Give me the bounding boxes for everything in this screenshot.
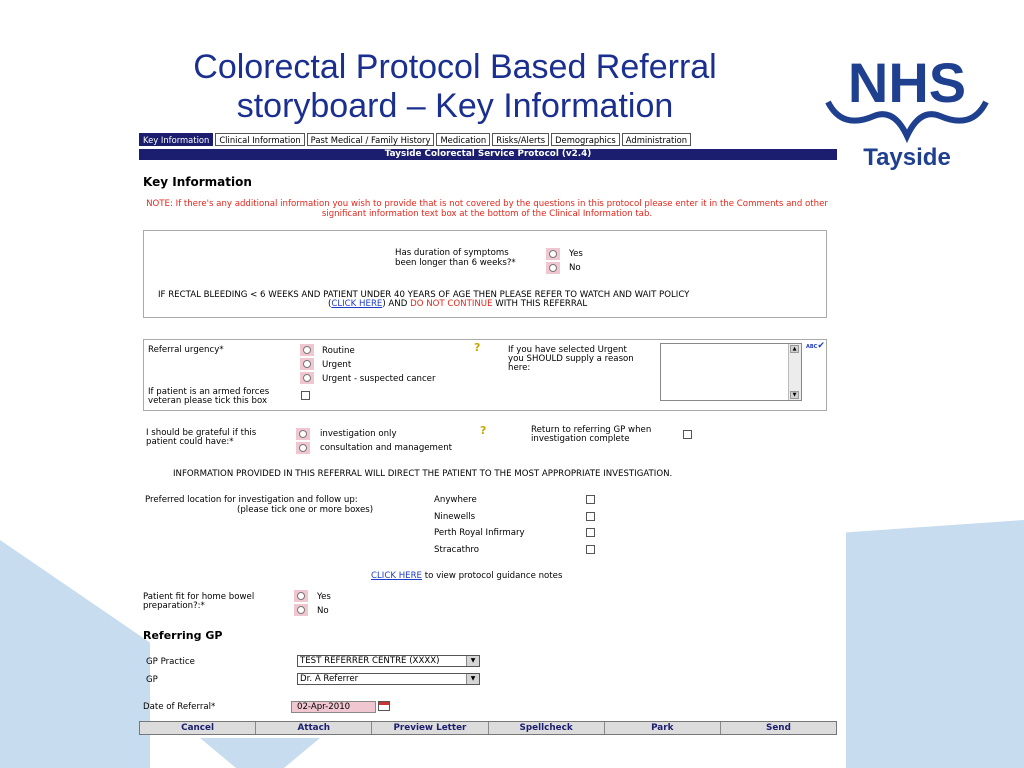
key-information-heading: Key Information: [143, 175, 252, 189]
gp-practice-value: TEST REFERRER CENTRE (XXXX): [300, 656, 440, 666]
duration-question-line-2: been longer than 6 weeks?*: [395, 258, 516, 268]
gp-select[interactable]: [297, 673, 480, 685]
spellcheck-icon[interactable]: ABC✔: [806, 341, 825, 351]
return-to-gp-checkbox[interactable]: [683, 430, 692, 439]
warning-end-text: WITH THIS REFERRAL: [492, 299, 588, 309]
background-shape-bottom: [200, 738, 320, 768]
urgent-reason-scrollbar[interactable]: [788, 344, 801, 400]
duration-yes-label: Yes: [569, 249, 583, 259]
urgency-suspected-cancer-label: Urgent - suspected cancer: [322, 374, 436, 384]
location-anywhere-label: Anywhere: [434, 495, 477, 505]
additional-info-note: NOTE: If there's any additional information you wish to provide that is not covered by the questions in this protocol please enter it in the Comments and other significant information text box at the bottom of the Clinical Information tab.: [146, 199, 828, 219]
gp-practice-label: GP Practice: [146, 657, 195, 667]
location-perth-royal-label: Perth Royal Infirmary: [434, 528, 525, 538]
tab-clinical-information[interactable]: Clinical Information: [215, 133, 304, 146]
urgency-urgent-label: Urgent: [322, 360, 352, 370]
action-button-bar: [139, 721, 837, 735]
urgent-reason-label-line-1: If you have selected Urgent: [508, 345, 627, 355]
guidance-text: to view protocol guidance notes: [421, 571, 563, 581]
grateful-label-line-2: patient could have:*: [146, 437, 234, 447]
park-button[interactable]: Park: [605, 722, 721, 734]
urgency-suspected-cancer-radio[interactable]: [300, 372, 314, 384]
warning-open-paren: (: [328, 299, 332, 309]
location-ninewells-checkbox[interactable]: [586, 512, 595, 521]
duration-no-radio[interactable]: [546, 262, 560, 274]
send-button[interactable]: Send: [766, 723, 791, 733]
protocol-title-bar: Tayside Colorectal Service Protocol (v2.4): [139, 149, 837, 160]
watch-and-wait-line: [328, 299, 587, 309]
grateful-help-icon[interactable]: ?: [480, 424, 487, 437]
preview-letter-button[interactable]: Preview Letter: [372, 722, 488, 734]
gp-practice-select[interactable]: [297, 655, 480, 667]
referral-urgency-panel: [143, 339, 827, 411]
duration-yes-radio[interactable]: [546, 248, 560, 260]
slide-title-line-1: Colorectal Protocol Based Referral: [193, 48, 717, 86]
scroll-up-arrow-icon[interactable]: ▲: [790, 345, 799, 353]
rectal-bleeding-warning: IF RECTAL BLEEDING < 6 WEEKS AND PATIENT UNDER 40 YEARS OF AGE THEN PLEASE REFER TO WATCH AND WAIT POLICY: [158, 290, 690, 300]
consultation-management-radio[interactable]: [296, 442, 310, 454]
scroll-down-arrow-icon[interactable]: ▼: [790, 391, 799, 399]
urgency-urgent-radio[interactable]: [300, 358, 314, 370]
armed-forces-veteran-checkbox[interactable]: [301, 391, 310, 400]
urgency-help-icon[interactable]: ?: [474, 341, 481, 354]
calendar-icon[interactable]: [378, 701, 390, 711]
referral-urgency-label: Referral urgency*: [148, 345, 224, 355]
slide-title: [150, 48, 760, 126]
tab-risks-alerts[interactable]: Risks/Alerts: [492, 133, 549, 146]
urgent-reason-textarea[interactable]: [660, 343, 802, 401]
bowel-prep-yes-radio[interactable]: [294, 590, 308, 602]
watch-wait-click-here-link[interactable]: CLICK HERE: [331, 299, 383, 309]
warning-and-text: ) AND: [382, 299, 411, 309]
tab-key-information[interactable]: Key Information: [139, 133, 213, 146]
location-stracathro-checkbox[interactable]: [586, 545, 595, 554]
gp-label: GP: [146, 675, 158, 685]
tab-administration[interactable]: Administration: [622, 133, 691, 146]
guidance-line: [371, 571, 562, 581]
urgency-routine-label: Routine: [322, 346, 355, 356]
consultation-management-label: consultation and management: [320, 443, 453, 453]
bowel-prep-no-radio[interactable]: [294, 604, 308, 616]
location-perth-royal-checkbox[interactable]: [586, 528, 595, 537]
tab-bar: [139, 133, 693, 146]
tab-demographics[interactable]: Demographics: [551, 133, 620, 146]
preferred-location-label-line-2: (please tick one or more boxes): [237, 505, 374, 515]
return-to-gp-label-line-1: Return to referring GP when: [531, 425, 652, 435]
bowel-prep-no-label: No: [317, 606, 329, 616]
grateful-label-line-1: I should be grateful if this: [146, 428, 257, 438]
urgency-routine-radio[interactable]: [300, 344, 314, 356]
date-of-referral-label: Date of Referral*: [143, 702, 216, 712]
cancel-button[interactable]: Cancel: [140, 722, 256, 734]
gp-value: Dr. A Referrer: [300, 674, 359, 684]
urgent-reason-label-line-3: here:: [508, 363, 531, 373]
guidance-click-here-link[interactable]: CLICK HERE: [371, 571, 422, 581]
nhs-logo-region: Tayside: [863, 144, 951, 171]
investigation-only-label: investigation only: [320, 429, 397, 439]
nhs-logo-text: NHS: [847, 51, 967, 114]
background-shape-right: [846, 520, 1024, 768]
investigation-only-radio[interactable]: [296, 428, 310, 440]
veteran-label-line-2: veteran please tick this box: [148, 396, 268, 406]
slide-title-line-2: storyboard – Key Information: [236, 87, 674, 125]
background-shape-left: [0, 540, 150, 768]
bowel-prep-label-line-1: Patient fit for home bowel: [143, 592, 255, 602]
tab-medication[interactable]: Medication: [436, 133, 490, 146]
referral-form-window: [139, 133, 837, 737]
duration-no-label: No: [569, 263, 581, 273]
location-ninewells-label: Ninewells: [434, 512, 476, 522]
date-of-referral-field[interactable]: 02-Apr-2010: [291, 701, 376, 713]
return-to-gp-label-line-2: investigation complete: [531, 434, 630, 444]
tab-past-medical-family-history[interactable]: Past Medical / Family History: [307, 133, 435, 146]
bowel-prep-label-line-2: preparation?:*: [143, 601, 205, 611]
spellcheck-icon-text: ABC: [806, 344, 818, 350]
referring-gp-heading: Referring GP: [143, 629, 223, 642]
symptom-duration-panel: [143, 230, 827, 318]
information-direct-text: INFORMATION PROVIDED IN THIS REFERRAL WILL DIRECT THE PATIENT TO THE MOST APPROPRIATE INVESTIGATION.: [173, 469, 673, 479]
location-anywhere-checkbox[interactable]: [586, 495, 595, 504]
chevron-down-icon[interactable]: ▼: [466, 674, 479, 684]
duration-question-line-1: Has duration of symptoms: [395, 248, 509, 258]
bowel-prep-yes-label: Yes: [317, 592, 331, 602]
attach-button[interactable]: Attach: [256, 722, 372, 734]
preferred-location-label-line-1: Preferred location for investigation and follow up:: [145, 495, 358, 505]
chevron-down-icon[interactable]: ▼: [466, 656, 479, 666]
location-stracathro-label: Stracathro: [434, 545, 480, 555]
urgent-reason-label-line-2: you SHOULD supply a reason: [508, 354, 634, 364]
spellcheck-button[interactable]: Spellcheck: [489, 722, 605, 734]
do-not-continue-text: DO NOT CONTINUE: [410, 299, 493, 309]
nhs-tayside-logo: [822, 50, 992, 175]
veteran-label-line-1: If patient is an armed forces: [148, 387, 270, 397]
